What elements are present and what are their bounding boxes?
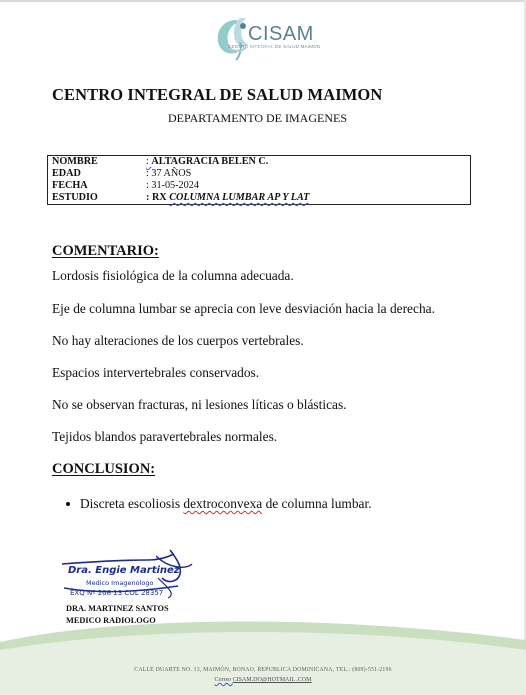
logo-brand-text: CISAM <box>248 23 314 45</box>
footer-wave-graphic <box>0 620 526 695</box>
logo-tagline <box>228 44 320 49</box>
conclusion-flagged-word: dextroconvexa <box>183 496 263 511</box>
logo-tagline-start: CENTRO <box>228 44 250 49</box>
bullet-icon <box>66 502 70 506</box>
conclusion-heading: CONCLUSION: <box>52 461 156 477</box>
doctor-title: MEDICO RADIOLOGO <box>66 616 156 625</box>
finding-line: Tejidos blandos paravertebrales normales. <box>52 429 278 444</box>
doctor-name: DRA. MARTINEZ SANTOS <box>66 604 169 613</box>
footer-email-line <box>0 677 526 683</box>
patient-study-value: COLUMNA LUMBAR AP Y LAT <box>169 192 310 203</box>
patient-name-label: NOMBRE <box>52 156 98 167</box>
patient-name-field <box>146 156 268 168</box>
patient-date-label: FECHA <box>52 180 88 191</box>
center-title: CENTRO INTEGRAL DE SALUD MAIMON <box>52 85 383 104</box>
logo-tagline-end: DE SALUD MAIMON <box>273 44 321 49</box>
stamp-line-role: Medico Imagenologo <box>86 579 154 587</box>
patient-info-box <box>47 155 471 205</box>
patient-study-prefix: : RX <box>146 192 170 203</box>
stamp-line-name: Dra. Engie Martinez <box>68 565 180 576</box>
patient-age-value: : 37 AÑOS <box>146 168 192 179</box>
finding-line: Espacios intervertebrales conservados. <box>52 365 260 380</box>
comment-heading: COMENTARIO: <box>52 243 159 259</box>
finding-line: No hay alteraciones de los cuerpos vertebrales. <box>52 333 304 348</box>
logo-tagline-mid: INTEGRAL <box>249 44 274 49</box>
stamp-line-ids: EXQ Nº 208 13 COL 28357 <box>70 589 164 597</box>
conclusion-item <box>66 496 372 512</box>
conclusion-text-end: de columna lumbar. <box>262 496 372 511</box>
finding-line: No se observan fracturas, ni lesiones líticas o blásticas. <box>52 397 347 412</box>
finding-line: Lordosis fisiológica de la columna adecuada. <box>52 268 294 283</box>
patient-study-field <box>146 192 309 204</box>
patient-study-label: ESTUDIO <box>52 192 98 203</box>
patient-age-label: EDAD <box>52 168 81 179</box>
patient-name-sep: : <box>146 156 152 167</box>
footer-email-link[interactable]: CISAM.DO@HOTMAIL .COM <box>232 677 312 683</box>
conclusion-text-start: Discreta escoliosis <box>80 496 184 511</box>
patient-date-value: : 31-05-2024 <box>146 180 199 191</box>
department-title: DEPARTAMENTO DE IMAGENES <box>168 111 347 125</box>
footer-address: CALLE DUARTE NO. 13, MAIMÓN, BONAO, REPUBLICA DOMINICANA, TEL.: (809)-551-2196 <box>134 667 392 673</box>
patient-name-value: ALTAGRACIA BELEN C. <box>151 156 269 167</box>
page-top-border <box>0 0 526 2</box>
signature-stamp <box>58 548 198 604</box>
footer-email-prefix: Correo <box>214 677 233 683</box>
finding-line: Eje de columna lumbar se aprecia con leve desviación hacia la derecha. <box>52 301 435 316</box>
